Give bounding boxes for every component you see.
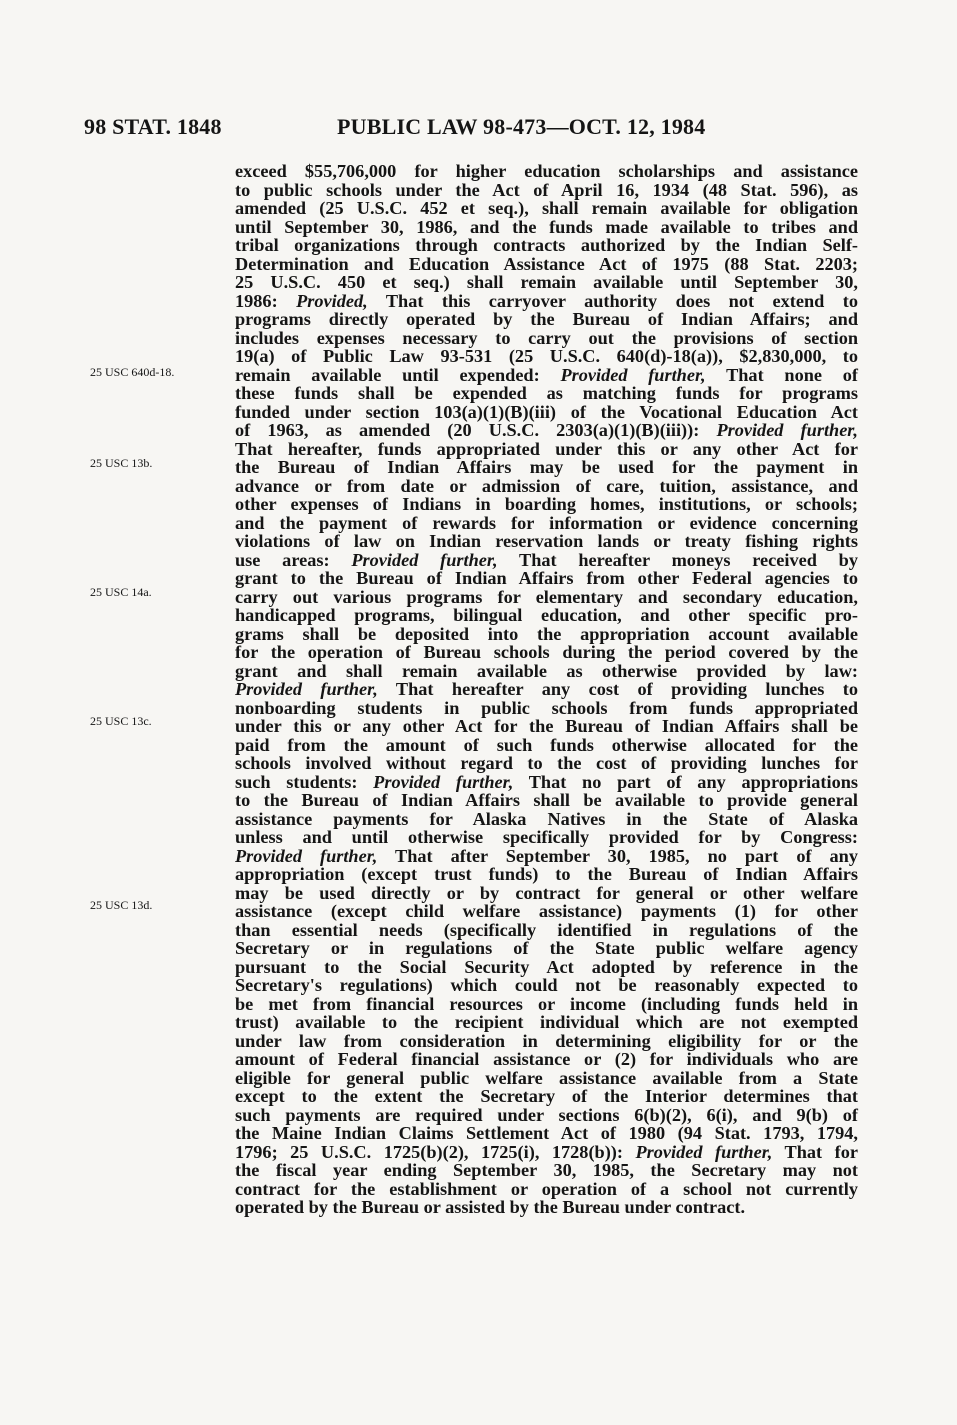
text-line: other expenses of Indians in boarding homes, institutions, or schools; (235, 494, 858, 514)
text-line: grams shall be deposited into the appropriation account available (235, 623, 858, 644)
text-line: than essential needs (specifically identified in regulations of the (235, 919, 858, 940)
text-line: amount of Federal financial assistance or (2) for individuals who are (235, 1049, 858, 1069)
text-line: of 1963, as amended (20 U.S.C. 2303(a)(1)(B)(iii)): Provided further, (235, 420, 858, 440)
margin-citation: 25 USC 640d-18. (90, 365, 175, 379)
text-line: may be used directly or by contract for general or other welfare (235, 882, 858, 903)
statute-page-citation: 98 STAT. 1848 (84, 114, 222, 139)
text-line: Provided further, That after September 30, 1985, no part of any (235, 845, 858, 866)
text-line: operated by the Bureau or assisted by the Bureau under contract. (235, 1197, 746, 1217)
margin-citation: 25 USC 13b. (90, 456, 153, 470)
text-line: programs directly operated by the Bureau of Indian Affairs; and (235, 309, 858, 329)
text-line: appropriation (except trust funds) to the Bureau of Indian Affairs (235, 864, 858, 884)
text-line: Secretary's regulations) which could not be reasonably expected to (235, 975, 858, 995)
text-line: the Bureau of Indian Affairs may be used for the payment in (235, 457, 858, 477)
text-line: grant to the Bureau of Indian Affairs from other Federal agencies to (235, 568, 858, 588)
text-line: Secretary or in regulations of the State public welfare agency (235, 938, 858, 958)
text-line: 19(a) of Public Law 93-531 (25 U.S.C. 640(d)-18(a)), $2,830,000, to (235, 346, 858, 366)
italic-proviso: Provided further, (235, 679, 378, 699)
text-line: such payments are required under sections 6(b)(2), 6(i), and 9(b) of (235, 1104, 858, 1125)
text-line: the fiscal year ending September 30, 1985, the Secretary may not (235, 1160, 858, 1180)
italic-proviso: Provided further, (560, 364, 706, 385)
italic-proviso: Provided further, (716, 420, 858, 440)
statute-body-text (235, 162, 858, 1217)
text-line: That hereafter, funds appropriated under this or any other Act for (235, 438, 858, 459)
italic-proviso: Provided further, (373, 771, 514, 792)
margin-citation: 25 USC 14a. (90, 585, 152, 599)
text-line: tribal organizations through contracts authorized by the Indian Self- (235, 235, 858, 255)
text-line: for the operation of Bureau schools during the period covered by the (235, 642, 858, 662)
text-line: funded under section 103(a)(1)(B)(iii) of the Vocational Education Act (235, 401, 858, 422)
text-line: 25 U.S.C. 450 et seq.) shall remain available until September 30, (235, 272, 858, 292)
text-line: under this or any other Act for the Bureau of Indian Affairs shall be (235, 716, 858, 736)
margin-citation: 25 USC 13d. (90, 898, 153, 912)
text-line: until September 30, 1986, and the funds made available to tribes and (235, 216, 858, 237)
text-line: amended (25 U.S.C. 452 et seq.), shall remain available for obligation (235, 198, 858, 218)
text-line: violations of law on Indian reservation lands or treaty fishing rights (235, 531, 858, 551)
text-line: carry out various programs for elementary and secondary education, (235, 586, 858, 607)
text-line: to public schools under the Act of April 16, 1934 (48 Stat. 596), as (235, 179, 858, 200)
text-line: includes expenses necessary to carry out the provisions of section (235, 327, 858, 348)
italic-proviso: Provided further, (235, 845, 378, 866)
text-line: trust) available to the recipient individual which are not exempted (235, 1012, 858, 1032)
text-line: contract for the establishment or operation of a school not currently (235, 1178, 858, 1199)
text-line: handicapped programs, bilingual education, and other specific pro- (235, 605, 858, 625)
text-line: such students: Provided further, That no part of any appropriations (235, 771, 858, 792)
text-line: pursuant to the Social Security Act adopted by reference in the (235, 956, 858, 977)
italic-proviso: Provided further, (635, 1141, 773, 1162)
text-line: be met from financial resources or income (including funds held in (235, 993, 858, 1014)
text-line: use areas: Provided further, That hereafter moneys received by (235, 549, 858, 570)
text-line: 1796; 25 U.S.C. 1725(b)(2), 1725(i), 1728(b)): Provided further, That for (235, 1141, 858, 1162)
text-line: schools involved without regard to the cost of providing lunches for (235, 753, 858, 773)
text-line: 1986: Provided, That this carryover authority does not extend to (235, 290, 858, 311)
italic-proviso: Provided, (296, 290, 368, 311)
text-line: except to the extent the Secretary of the Interior determines that (235, 1086, 858, 1106)
text-line: paid from the amount of such funds otherwise allocated for the (235, 734, 858, 755)
text-line: grant and shall remain available as otherwise provided by law: (235, 660, 858, 681)
text-line: assistance payments for Alaska Natives in the State of Alaska (235, 808, 858, 829)
text-line: Provided further, That hereafter any cost of providing lunches to (235, 679, 858, 699)
margin-citation: 25 USC 13c. (90, 714, 152, 728)
text-line: Determination and Education Assistance Act of 1975 (88 Stat. 2203; (235, 253, 858, 274)
text-line: remain available until expended: Provided further, That none of (235, 364, 858, 385)
text-line: nonboarding students in public schools from funds appropriated (235, 697, 858, 718)
italic-proviso: Provided further, (351, 549, 498, 570)
text-line: the Maine Indian Claims Settlement Act of 1980 (94 Stat. 1793, 1794, (235, 1123, 858, 1143)
text-line: unless and until otherwise specifically provided for by Congress: (235, 827, 858, 847)
text-line: eligible for general public welfare assistance available from a State (235, 1067, 858, 1088)
text-line: assistance (except child welfare assistance) payments (1) for other (235, 901, 858, 921)
public-law-header: PUBLIC LAW 98-473—OCT. 12, 1984 (337, 114, 706, 139)
text-line: and the payment of rewards for information or evidence concerning (235, 512, 858, 533)
text-line: these funds shall be expended as matching funds for programs (235, 383, 858, 403)
text-line: exceed $55,706,000 for higher education scholarships and assistance (235, 161, 858, 181)
text-line: to the Bureau of Indian Affairs shall be available to provide general (235, 790, 858, 810)
text-line: under law from consideration in determining eligibility for or the (235, 1030, 858, 1051)
text-line: advance or from date or admission of care, tuition, assistance, and (235, 475, 858, 496)
